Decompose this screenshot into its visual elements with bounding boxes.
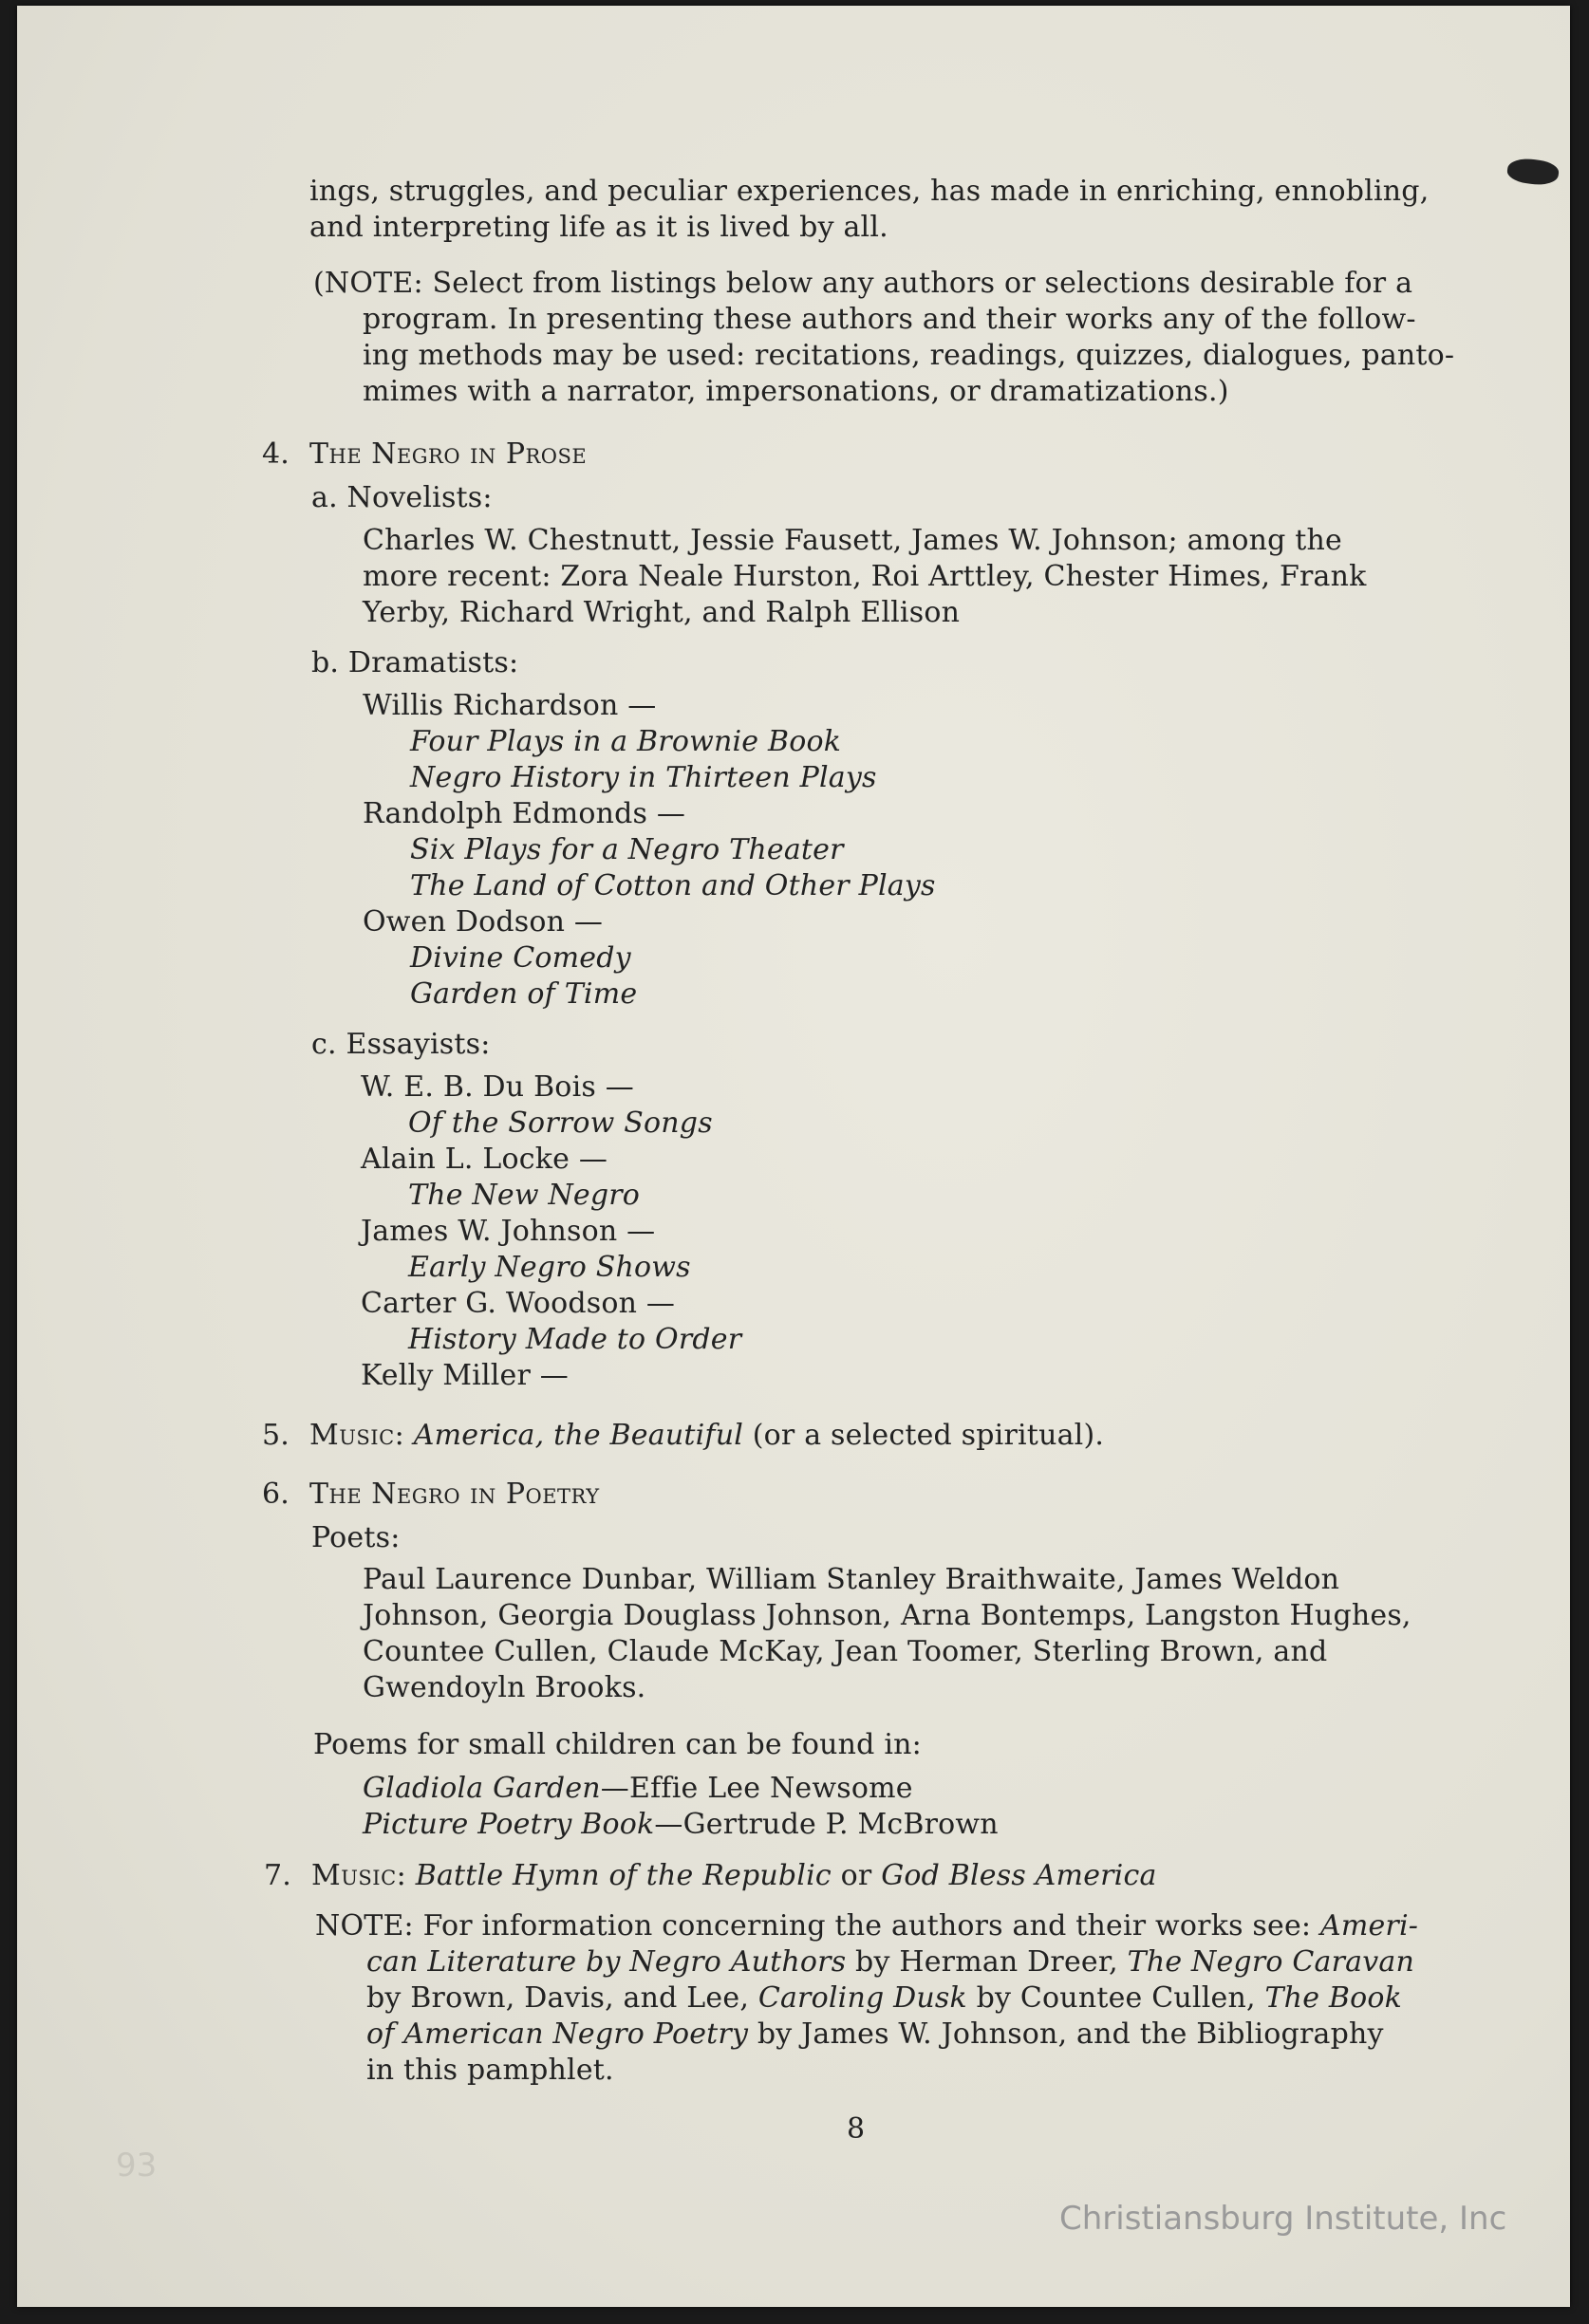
section-7 (264, 1858, 1157, 1894)
novelists-line: more recent: Zora Neale Hurston, Roi Arttley, Chester Himes, Frank (363, 560, 1367, 593)
children-book (363, 1807, 999, 1843)
note-line: in this pamphlet. (366, 2054, 614, 2087)
music-label: Music (311, 1859, 397, 1892)
section-title: The Negro in Poetry (309, 1478, 600, 1511)
dramatist-name: Owen Dodson — (363, 905, 604, 939)
book-title: Picture Poetry Book (363, 1808, 655, 1841)
note-line (366, 1980, 1402, 2017)
book-author: —Gertrude P. McBrown (654, 1808, 999, 1841)
dramatist-name: Randolph Edmonds — (363, 797, 686, 830)
music-title: Battle Hymn of the Republic (415, 1859, 832, 1892)
note-title: The Negro Caravan (1127, 1945, 1414, 1979)
separator: : (396, 1859, 416, 1892)
note-title: Ameri- (1319, 1909, 1419, 1943)
note-text: NOTE: For information concerning the authors and their works see: (315, 1909, 1320, 1943)
note-title: The Book (1264, 1981, 1403, 2015)
dramatist-work: Six Plays for a Negro Theater (410, 833, 844, 866)
essayist-name: Carter G. Woodson — (361, 1287, 676, 1320)
section-number: 4. (262, 437, 290, 471)
essayist-work: History Made to Order (408, 1323, 742, 1356)
poets-line: Johnson, Georgia Douglass Johnson, Arna Bontemps, Langston Hughes, (363, 1599, 1411, 1632)
poets-line: Gwendoyln Brooks. (363, 1671, 646, 1704)
dramatist-name: Willis Richardson — (363, 689, 657, 722)
note-line (366, 2017, 1384, 2053)
note-line: mimes with a narrator, impersonations, or dramatizations.) (363, 375, 1229, 408)
essayist-name: Kelly Miller — (361, 1359, 569, 1392)
watermark: Christiansburg Institute, Inc (1059, 2200, 1507, 2238)
essayist-work: Early Negro Shows (408, 1251, 691, 1284)
note-title: of American Negro Poetry (366, 2017, 749, 2051)
note-line: program. In presenting these authors and their works any of the follow- (363, 303, 1416, 336)
dramatist-work: Four Plays in a Brownie Book (410, 725, 842, 758)
note-text: by James W. Johnson, and the Bibliography (748, 2017, 1384, 2051)
essayists-label: c. Essayists: (311, 1028, 491, 1061)
note-line: (NOTE: Select from listings below any authors or selections desirable for a (313, 267, 1413, 300)
note-line: ing methods may be used: recitations, readings, quizzes, dialogues, panto- (363, 339, 1455, 372)
note-line (315, 1908, 1418, 1944)
poets-label: Poets: (311, 1521, 401, 1554)
novelists-line: Charles W. Chestnutt, Jessie Fausett, James W. Johnson; among the (363, 524, 1342, 557)
section-number: 6. (262, 1478, 290, 1511)
essayist-work: The New Negro (408, 1179, 641, 1212)
note-line (366, 1944, 1414, 1980)
section-title: The Negro in Prose (309, 437, 588, 471)
note-text: by Countee Cullen, (966, 1981, 1265, 2015)
music-rest: (or a selected spiritual). (743, 1419, 1105, 1452)
dramatist-work: The Land of Cotton and Other Plays (410, 869, 936, 902)
section-6-heading (262, 1477, 600, 1513)
section-number: 5. (262, 1419, 290, 1452)
book-title: Gladiola Garden (363, 1772, 601, 1805)
novelists-label: a. Novelists: (311, 481, 493, 514)
essayist-name: W. E. B. Du Bois — (361, 1070, 634, 1104)
poets-line: Countee Cullen, Claude McKay, Jean Toomer, Sterling Brown, and (363, 1635, 1328, 1668)
intro-line: and interpreting life as it is lived by all. (309, 211, 888, 244)
section-5 (262, 1418, 1104, 1454)
note-text: by Herman Dreer, (846, 1945, 1128, 1979)
pencil-mark: 93 (116, 2147, 158, 2185)
dramatist-work: Divine Comedy (410, 941, 631, 975)
essayist-name: James W. Johnson — (361, 1215, 656, 1248)
poets-line: Paul Laurence Dunbar, William Stanley Braithwaite, James Weldon (363, 1563, 1340, 1596)
music-title: God Bless America (881, 1859, 1157, 1892)
dramatists-label: b. Dramatists: (311, 646, 519, 679)
music-title: America, the Beautiful (413, 1419, 744, 1452)
note-title: can Literature by Negro Authors (366, 1945, 847, 1979)
novelists-line: Yerby, Richard Wright, and Ralph Ellison (363, 596, 961, 629)
children-label: Poems for small children can be found in: (313, 1728, 922, 1761)
essayist-name: Alain L. Locke — (361, 1143, 608, 1176)
book-author: —Effie Lee Newsome (600, 1772, 913, 1805)
dramatist-work: Negro History in Thirteen Plays (410, 761, 877, 794)
essayist-work: Of the Sorrow Songs (408, 1106, 713, 1140)
music-label: Music (309, 1419, 395, 1452)
note-text: by Brown, Davis, and Lee, (366, 1981, 758, 2015)
separator: : (394, 1419, 414, 1452)
conjunction: or (831, 1859, 882, 1892)
note-title: Caroling Dusk (757, 1981, 967, 2015)
section-number: 7. (264, 1859, 292, 1892)
section-4-heading (262, 437, 587, 473)
page-number: 8 (847, 2112, 866, 2146)
dramatist-work: Garden of Time (410, 977, 638, 1011)
intro-line: ings, struggles, and peculiar experiences, has made in enriching, ennobling, (309, 175, 1430, 208)
children-book (363, 1771, 913, 1807)
